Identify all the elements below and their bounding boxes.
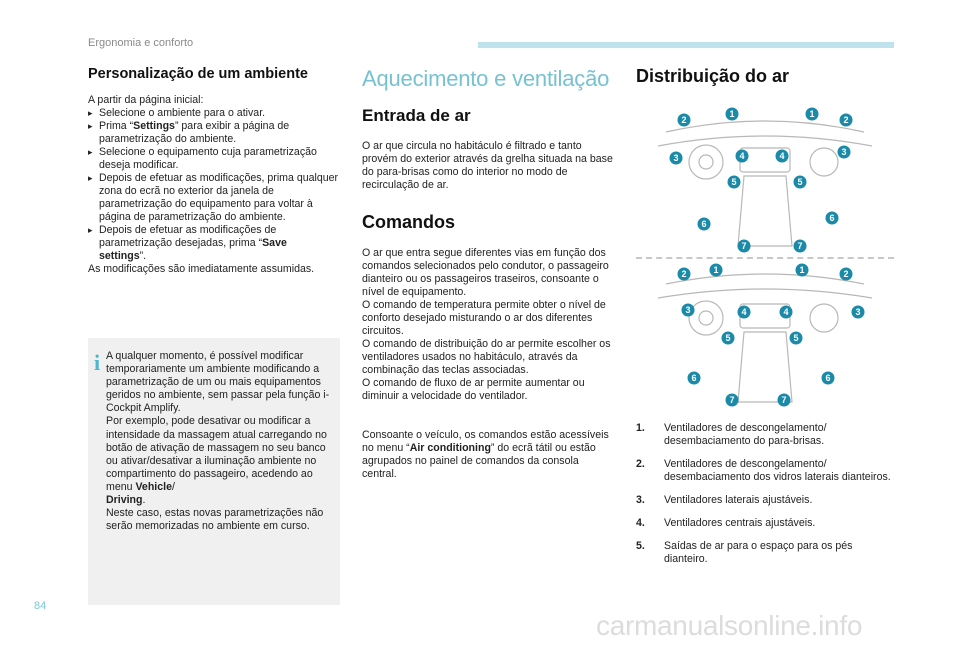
dashboard-illustration-top <box>658 121 872 246</box>
watermark: carmanualsonline.info <box>596 610 863 641</box>
svg-text:5: 5 <box>725 333 731 344</box>
svg-text:5: 5 <box>793 333 799 344</box>
distribution-legend <box>636 422 896 576</box>
svg-text:4: 4 <box>741 307 747 318</box>
vent-badge-6 <box>698 218 711 231</box>
comandos-text: O comando de temperatura permite obter o nível de conforto desejado misturando o ar dos diferentes circuitos. <box>362 299 606 337</box>
svg-text:7: 7 <box>781 395 787 406</box>
vent-badge-2 <box>840 268 853 281</box>
vent-badge-4 <box>780 306 793 319</box>
legend-item: 5. Saídas de ar para o espaço para os pés dianteiro. <box>636 540 853 565</box>
svg-text:4: 4 <box>739 151 745 162</box>
diagram-badges <box>670 108 865 407</box>
comandos-text: O ar que entra segue diferentes vias em função dos comandos selecionados pelo condutor, o passageiro dianteiro ou os passageiros traseiros, consoante o nível de equipamento. <box>362 247 609 298</box>
ambient-title: Personalização de um ambiente <box>88 66 308 82</box>
svg-text:7: 7 <box>797 241 803 252</box>
svg-text:3: 3 <box>673 153 679 164</box>
vent-badge-3 <box>670 152 683 165</box>
vent-badge-7 <box>778 394 791 407</box>
svg-text:1: 1 <box>729 109 735 120</box>
vent-badge-6 <box>688 372 701 385</box>
svg-text:3: 3 <box>855 307 861 318</box>
vent-badge-2 <box>840 114 853 127</box>
svg-text:5: 5 <box>797 177 803 188</box>
ambient-step: ▸ Depois de efetuar as modificações de parametrização desejadas, prima “Save settings”. <box>88 224 344 263</box>
legend-item: 4. Ventiladores centrais ajustáveis. <box>636 517 816 529</box>
svg-text:4: 4 <box>779 151 785 162</box>
svg-text:2: 2 <box>843 269 849 280</box>
svg-text:6: 6 <box>691 373 697 384</box>
header-accent-bar <box>478 42 894 48</box>
vent-badge-5 <box>790 332 803 345</box>
svg-text:2: 2 <box>843 115 849 126</box>
comandos-text: O comando de fluxo de ar permite aumentar ou diminuir a velocidade do ventilador. <box>362 377 585 402</box>
vent-badge-3 <box>852 306 865 319</box>
svg-text:7: 7 <box>741 241 747 252</box>
info-icon: i <box>94 350 101 375</box>
svg-text:1: 1 <box>713 265 719 276</box>
svg-text:7: 7 <box>729 395 735 406</box>
heating-column <box>362 66 616 481</box>
distribution-title: Distribuição do ar <box>636 66 790 86</box>
vent-badge-1 <box>710 264 723 277</box>
svg-text:3: 3 <box>685 305 691 316</box>
vent-badge-6 <box>826 212 839 225</box>
comandos-title: Comandos <box>362 212 456 232</box>
vent-badge-5 <box>722 332 735 345</box>
comandos-text: Consoante o veículo, os comandos estão acessíveis no menu “Air conditioning” do ecrã tátil ou estão agrupados no painel de comandos da consola central. <box>362 429 609 480</box>
ambient-column <box>88 66 344 276</box>
svg-text:4: 4 <box>783 307 789 318</box>
vent-badge-1 <box>796 264 809 277</box>
vent-badge-3 <box>838 146 851 159</box>
air-distribution-diagram <box>636 96 894 418</box>
svg-text:2: 2 <box>681 269 687 280</box>
ambient-step: ▸ Selecione o ambiente para o ativar. <box>88 107 344 120</box>
vent-badge-7 <box>794 240 807 253</box>
info-box <box>88 338 340 605</box>
ambient-step: ▸ Selecione o equipamento cuja parametrização deseja modificar. <box>88 146 344 172</box>
svg-text:3: 3 <box>841 147 847 158</box>
vent-badge-5 <box>728 176 741 189</box>
comandos-text: O comando de distribuição do ar permite escolher os ventiladores usados no habitáculo, através da combinação das teclas associadas. <box>362 338 611 376</box>
vent-badge-1 <box>806 108 819 121</box>
vent-badge-4 <box>776 150 789 163</box>
svg-text:6: 6 <box>829 213 835 224</box>
svg-text:6: 6 <box>701 219 707 230</box>
legend-item: 1. Ventiladores de descongelamento/ desembaciamento do para-brisas. <box>636 422 827 447</box>
svg-text:5: 5 <box>731 177 737 188</box>
vent-badge-5 <box>794 176 807 189</box>
legend-item: 2. Ventiladores de descongelamento/ desembaciamento dos vidros laterais dianteiros. <box>636 458 891 483</box>
vent-badge-7 <box>726 394 739 407</box>
vent-badge-4 <box>736 150 749 163</box>
entrada-text: O ar que circula no habitáculo é filtrado e tanto provém do exterior através da grelha situada na base do para-brisas como do interior no modo de recirculação de ar. <box>362 140 613 191</box>
ambient-intro: A partir da página inicial: <box>88 94 204 106</box>
section-header: Ergonomia e conforto <box>88 37 194 49</box>
page-number: 84 <box>34 600 47 612</box>
info-text: A qualquer momento, é possível modificar temporariamente um ambiente modificando a parametrização de um ou mais equipamentos geridos no ambiente, sem passar pela função i-Cockpit Amplify. Por exemplo, pode desativar ou modificar a intensidade da massagem atual carregando no botão de ativação de massagem no seu banco ou ativar/desativar a iluminação ambiente no compartimento do passageiro, acedendo ao menu Vehicle/ Driving. Neste caso, estas novas parametrizações não serão memorizadas no ambiente em curso. <box>106 350 330 533</box>
svg-text:1: 1 <box>809 109 815 120</box>
vent-badge-1 <box>726 108 739 121</box>
ambient-step: ▸ Prima “Settings” para exibir a página de parametrização do ambiente. <box>88 120 344 146</box>
svg-text:2: 2 <box>681 115 687 126</box>
svg-text:1: 1 <box>799 265 805 276</box>
vent-badge-3 <box>682 304 695 317</box>
ambient-step: ▸ Depois de efetuar as modificações, prima qualquer zona do ecrã no exterior da janela de parametrização do equipamento para voltar à página de parametrização do ambiente. <box>88 172 344 224</box>
vent-badge-2 <box>678 268 691 281</box>
vent-badge-2 <box>678 114 691 127</box>
vent-badge-6 <box>822 372 835 385</box>
heating-title: Aquecimento e ventilação <box>362 66 610 91</box>
entrada-title: Entrada de ar <box>362 106 471 125</box>
distribution-column <box>636 66 902 87</box>
vent-badge-4 <box>738 306 751 319</box>
ambient-outro: As modificações são imediatamente assumidas. <box>88 263 315 275</box>
vent-badge-7 <box>738 240 751 253</box>
svg-text:6: 6 <box>825 373 831 384</box>
legend-item: 3. Ventiladores laterais ajustáveis. <box>636 494 813 506</box>
